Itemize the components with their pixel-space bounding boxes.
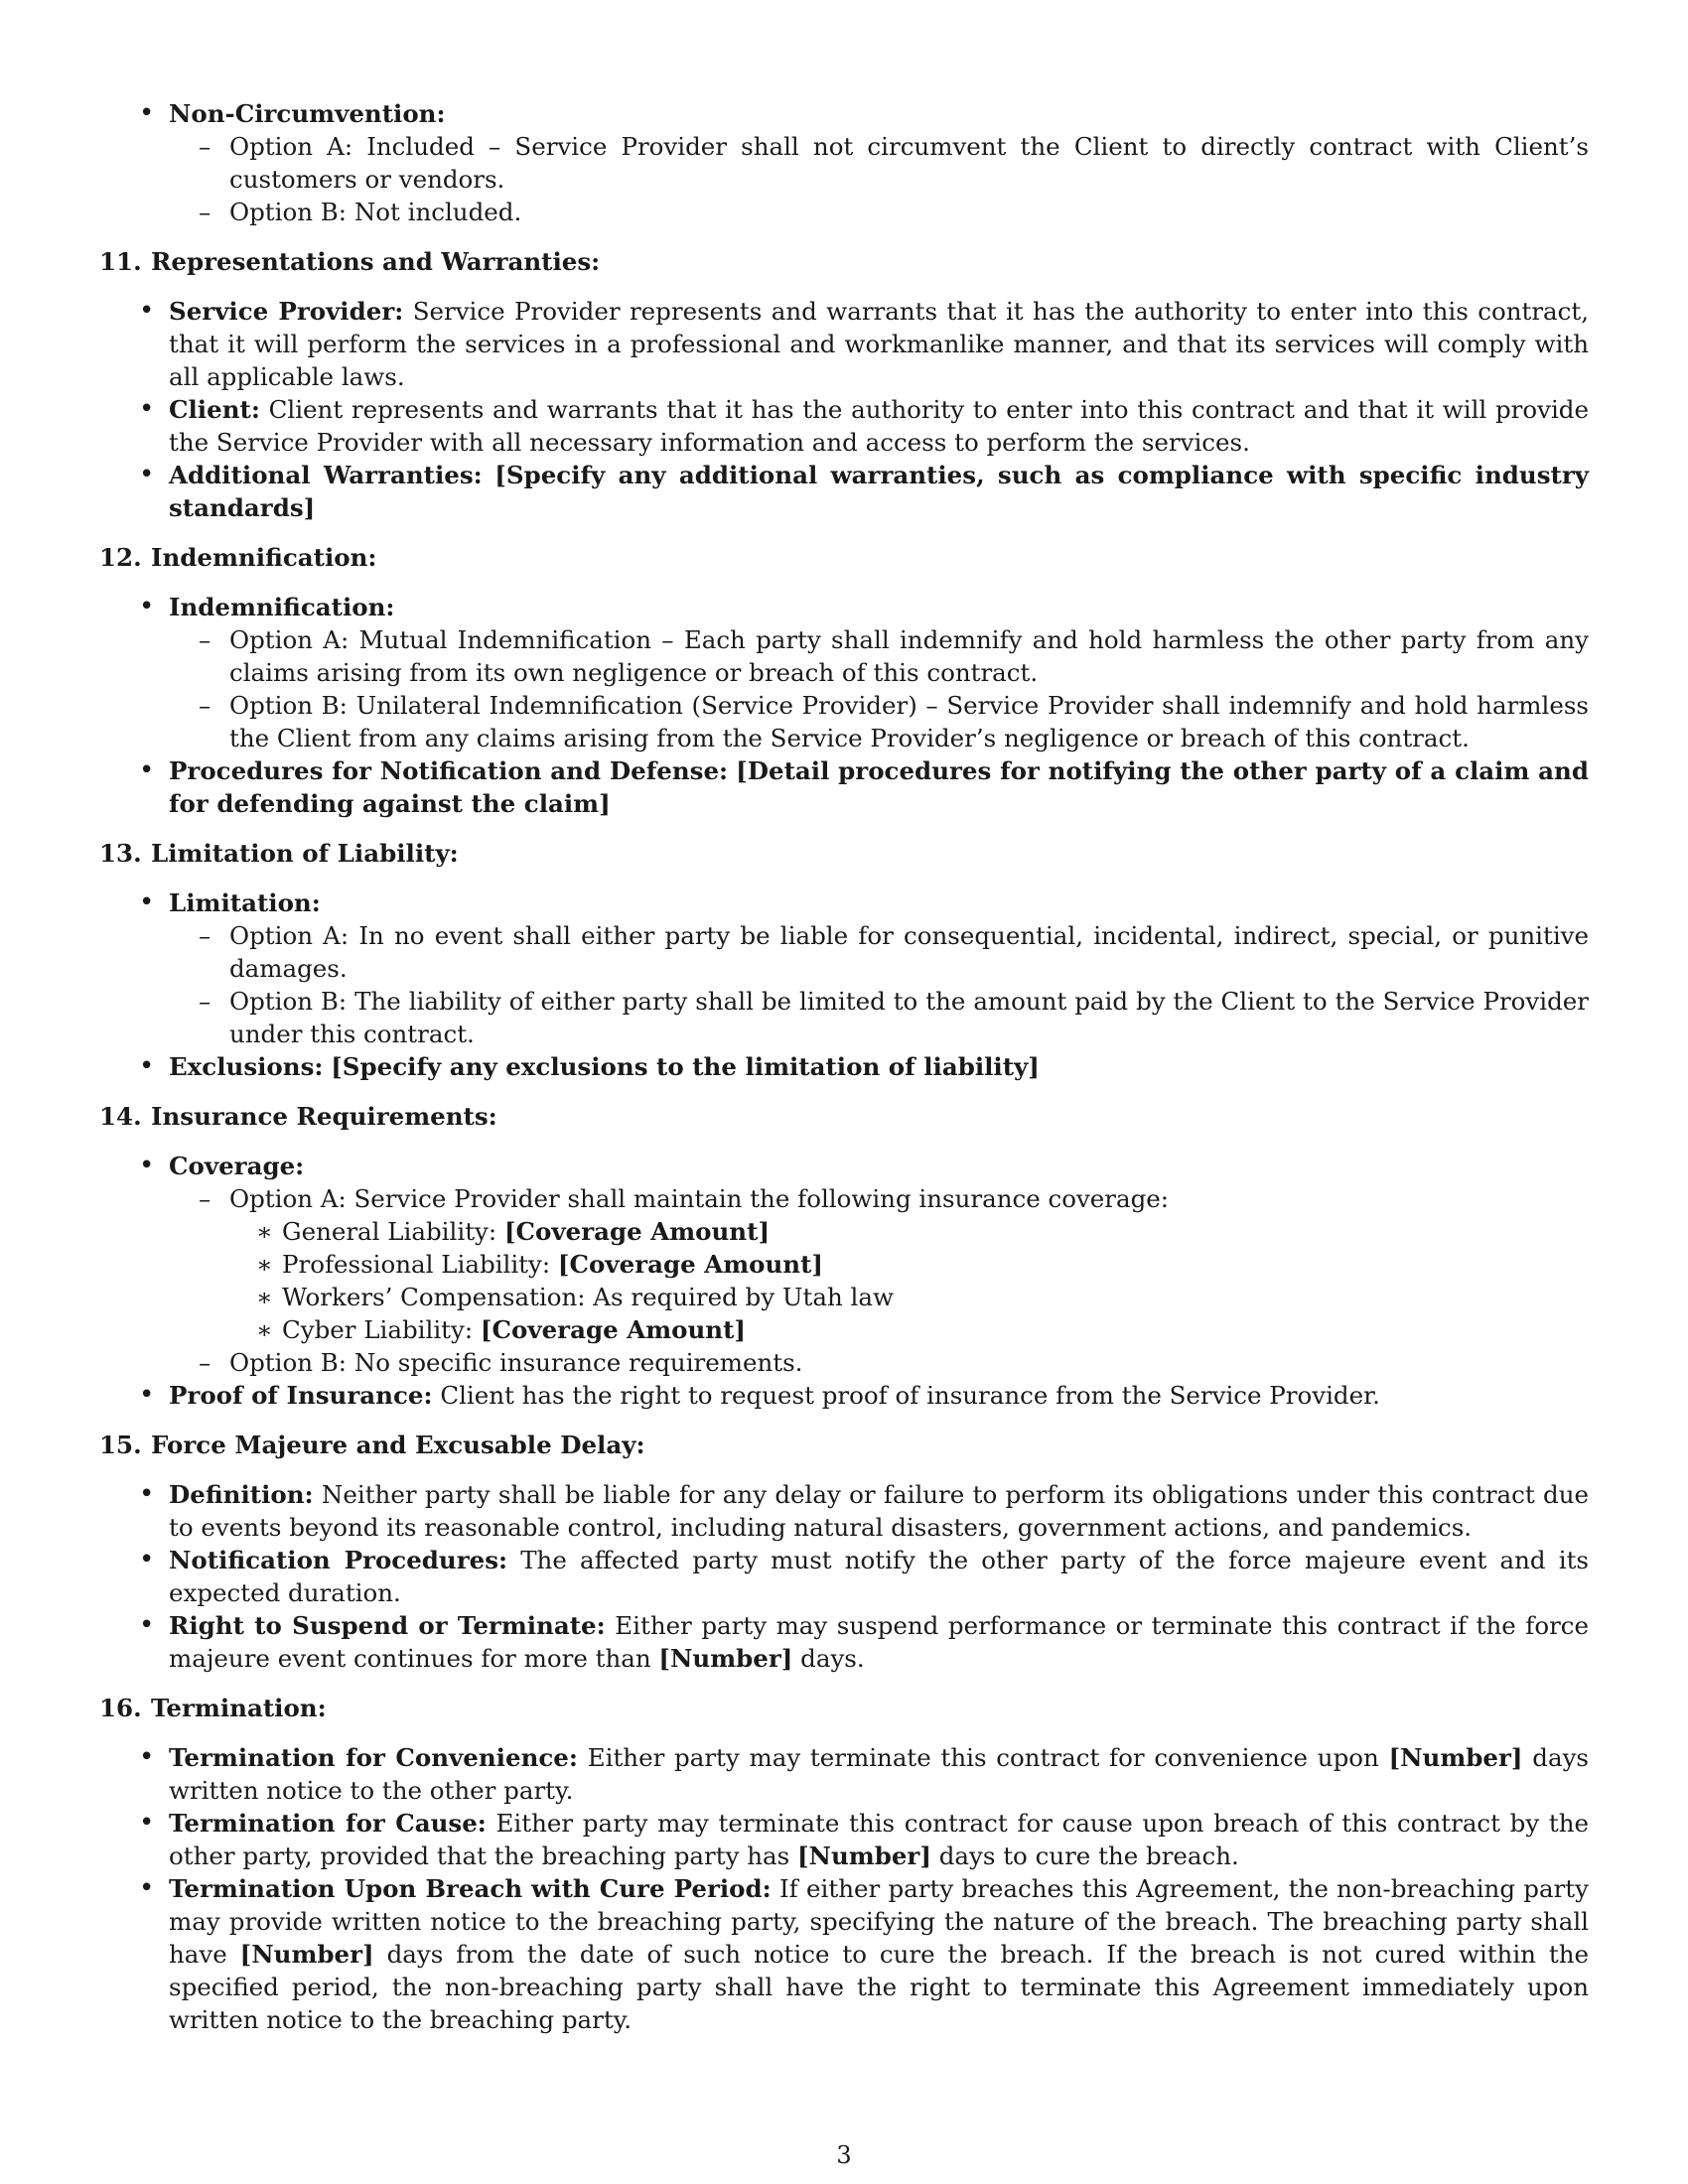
list-item (99, 1609, 1589, 1675)
item-text: Client has the right to request proof of insurance from the Service Provider. (440, 1381, 1380, 1410)
item-lead: Indemnification: (169, 593, 395, 621)
section-number: 15. (99, 1431, 142, 1459)
coverage-amount: [Coverage Amount] (557, 1250, 824, 1279)
section-16-list (99, 1741, 1589, 2036)
list-item (99, 1872, 1589, 2036)
list-item (99, 1050, 1589, 1083)
item-lead: Client: (169, 395, 260, 424)
option-item (169, 1182, 1589, 1346)
item-text: Either party may terminate this contract for cause upon breach of this contract by the other party, provided that the breaching party has (169, 1809, 1589, 1870)
item-lead: Termination Upon Breach with Cure Period: (169, 1874, 772, 1903)
option-item: – Option B: The liability of either party shall be limited to the amount paid by the Client to the Service Provider under this contract. (169, 985, 1589, 1050)
number-placeholder: [Number] (796, 1842, 931, 1870)
section-heading-13 (99, 837, 1589, 870)
option-item: – Option A: In no event shall either party be liable for consequential, incidental, indirect, special, or punitive damages. (169, 919, 1589, 985)
number-placeholder: [Number] (658, 1644, 793, 1673)
item-text: Either party may suspend performance or terminate this contract if the force majeure event continues for more than (169, 1611, 1590, 1673)
section-13-list (99, 887, 1589, 1083)
option-item: – Option B: No specific insurance requirements. (169, 1346, 1589, 1379)
item-lead: Proof of Insurance: (169, 1381, 433, 1410)
section-number: 11. (99, 247, 142, 276)
item-text: Service Provider represents and warrants that it has the authority to enter into this contract, that it will perform the services in a professional and workmanlike manner, and that its services will comply with all applicable laws. (169, 297, 1590, 391)
item-text: days written notice to the other party. (169, 1743, 1589, 1805)
number-placeholder: [Number] (239, 1940, 374, 1969)
item-lead: Limitation: (169, 888, 321, 917)
item-lead: Additional Warranties: (169, 461, 483, 489)
list-item (99, 295, 1589, 393)
list-item (99, 97, 1589, 228)
list-item (99, 591, 1589, 754)
item-text: days to cure the breach. (938, 1842, 1239, 1870)
list-item (99, 1379, 1589, 1412)
section-number: 16. (99, 1694, 142, 1722)
section-title: Insurance Requirements: (151, 1102, 497, 1131)
section-title: Indemnification: (151, 543, 377, 572)
item-text: The affected party must notify the other party of the force majeure event and its expected duration. (169, 1546, 1589, 1607)
section-number: 12. (99, 543, 142, 572)
list-item (99, 754, 1589, 820)
list-item (99, 1478, 1589, 1544)
list-item (99, 459, 1589, 524)
item-text: days from the date of such notice to cure the breach. If the breach is not cured within the specified period, the non-breaching party shall have the right to terminate this Agreement immediately upon written notice to the breaching party. (169, 1940, 1589, 2034)
coverage-label: Professional Liability: (282, 1250, 551, 1279)
item-lead: Non-Circumvention: (169, 99, 446, 128)
section-title: Force Majeure and Excusable Delay: (151, 1431, 645, 1459)
option-list (169, 130, 1589, 228)
coverage-item (229, 1215, 1589, 1248)
coverage-item (229, 1313, 1589, 1346)
coverage-amount: [Coverage Amount] (480, 1315, 747, 1344)
coverage-item (229, 1281, 1589, 1313)
section-15-list (99, 1478, 1589, 1675)
section-title: Representations and Warranties: (151, 247, 601, 276)
list-item (99, 393, 1589, 459)
page-number: 3 (836, 2141, 852, 2169)
section-number: 13. (99, 839, 142, 868)
coverage-item (229, 1248, 1589, 1281)
item-lead: Procedures for Notification and Defense: (169, 756, 729, 785)
section-title: Termination: (151, 1694, 327, 1722)
coverage-list (229, 1215, 1589, 1346)
item-text: If either party breaches this Agreement, the non-breaching party may provide written notice to the breaching party, specifying the nature of the breach. The breaching party shall have (169, 1874, 1589, 1969)
option-list (169, 1182, 1589, 1379)
coverage-label: General Liability: (282, 1217, 497, 1246)
list-item (99, 1150, 1589, 1379)
section-12-list (99, 591, 1589, 820)
option-list (169, 623, 1589, 754)
list-item (99, 1807, 1589, 1872)
list-item (99, 887, 1589, 1050)
number-placeholder: [Number] (1388, 1743, 1523, 1772)
section-title: Limitation of Liability: (151, 839, 459, 868)
section-heading-16 (99, 1692, 1589, 1724)
section-14-list (99, 1150, 1589, 1412)
section-heading-14 (99, 1100, 1589, 1133)
item-lead: Service Provider: (169, 297, 404, 326)
list-item (99, 1544, 1589, 1609)
section-heading-11 (99, 245, 1589, 278)
item-placeholder: [Detail procedures for notifying the other party of a claim and for defending against the claim] (169, 756, 1590, 818)
section-heading-15 (99, 1429, 1589, 1461)
list-item (99, 1741, 1589, 1807)
coverage-label: Cyber Liability: (282, 1315, 474, 1344)
item-lead: Termination for Cause: (169, 1809, 487, 1838)
option-list (169, 919, 1589, 1050)
coverage-label: Workers’ Compensation: As required by Utah law (282, 1283, 894, 1311)
option-item: – Option A: Mutual Indemnification – Each party shall indemnify and hold harmless the other party from any claims arising from its own negligence or breach of this contract. (169, 623, 1589, 689)
item-lead: Coverage: (169, 1152, 305, 1180)
item-lead: Exclusions: (169, 1052, 324, 1081)
option-item: – Option A: Included – Service Provider shall not circumvent the Client to directly contract with Client’s customers or vendors. (169, 130, 1589, 196)
document-page (99, 97, 1589, 2036)
item-lead: Definition: (169, 1480, 314, 1509)
section-heading-12 (99, 541, 1589, 574)
option-item: – Option B: Not included. (169, 196, 1589, 228)
option-item: – Option B: Unilateral Indemnification (Service Provider) – Service Provider shall indemnify and hold harmless the Client from any claims arising from the Service Provider’s negligence or breach of this contract. (169, 689, 1589, 754)
item-text: Either party may terminate this contract for convenience upon (587, 1743, 1379, 1772)
item-text: days. (800, 1644, 865, 1673)
item-lead: Right to Suspend or Terminate: (169, 1611, 606, 1640)
section-11-list (99, 295, 1589, 524)
non-circumvention-list (99, 97, 1589, 228)
item-text: Neither party shall be liable for any delay or failure to perform its obligations under this contract due to events beyond its reasonable control, including natural disasters, government actions, and pandemics. (169, 1480, 1589, 1542)
item-lead: Notification Procedures: (169, 1546, 508, 1574)
item-text: Client represents and warrants that it has the authority to enter into this contract and that it will provide the Service Provider with all necessary information and access to perform the services. (169, 395, 1589, 457)
section-number: 14. (99, 1102, 142, 1131)
item-placeholder: [Specify any additional warranties, such as compliance with specific industry standards] (169, 461, 1589, 522)
coverage-amount: [Coverage Amount] (503, 1217, 771, 1246)
option-text: Option A: Service Provider shall maintain the following insurance coverage: (229, 1184, 1170, 1213)
item-lead: Termination for Convenience: (169, 1743, 578, 1772)
item-placeholder: [Specify any exclusions to the limitation of liability] (331, 1052, 1040, 1081)
